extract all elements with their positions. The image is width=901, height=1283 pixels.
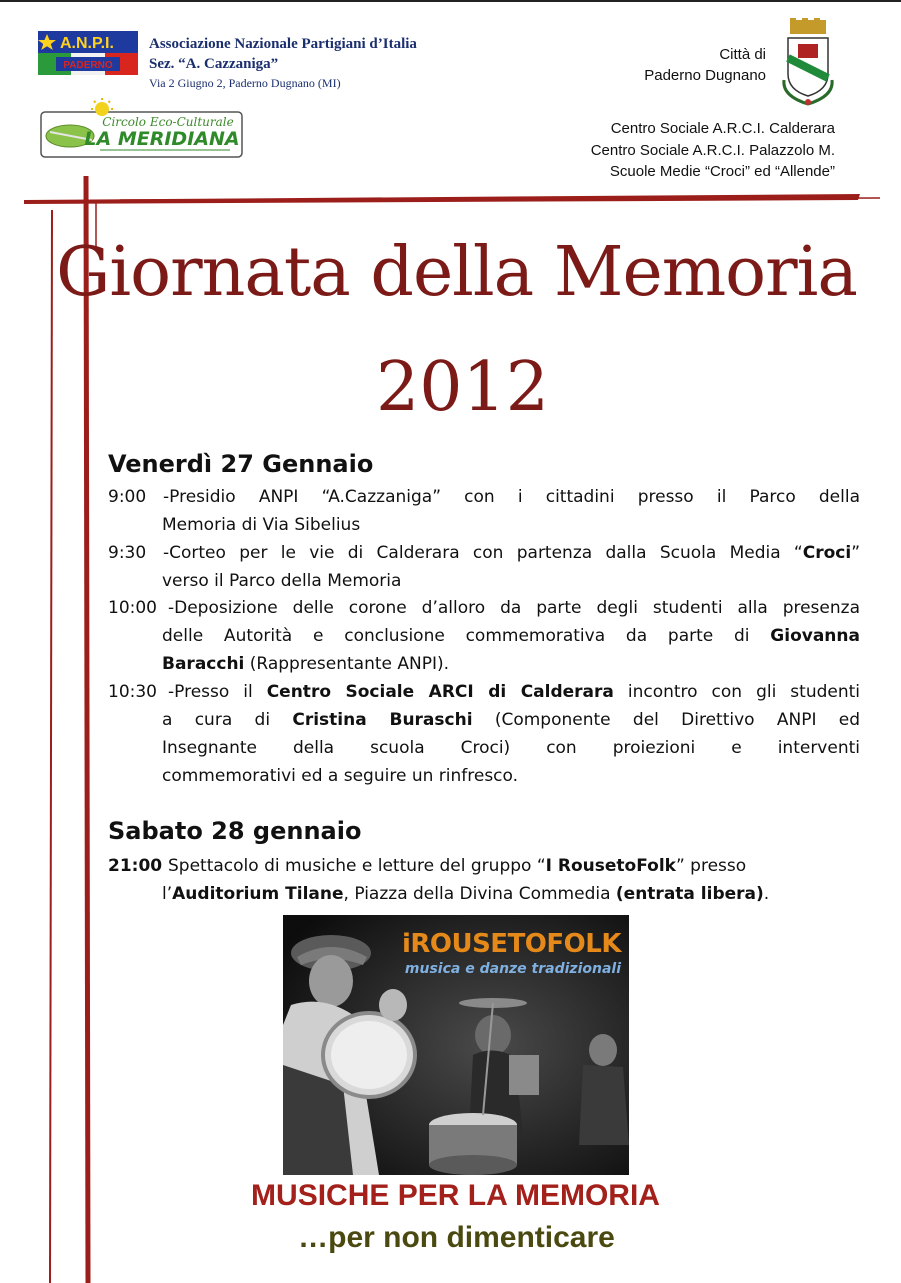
meridiana-logo bbox=[40, 98, 243, 158]
anpi-logo-text: A.N.P.I. bbox=[60, 35, 114, 52]
entry-text-cont: delle Autorità e conclusione commemorativa da parte di Giovanna bbox=[162, 626, 860, 646]
anpi-logo bbox=[38, 31, 138, 75]
entry-time: 9:00 bbox=[108, 487, 147, 507]
band-photo bbox=[283, 915, 629, 1175]
schedule-entry-0900 bbox=[108, 483, 860, 539]
organizer-3: Scuole Medie “Croci” ed “Allende” bbox=[609, 163, 835, 180]
meridiana-small: Circolo Eco-Culturale bbox=[102, 115, 234, 129]
meridiana-big: LA MERIDIANA bbox=[84, 128, 240, 150]
entry-time: 10:00 bbox=[108, 598, 157, 618]
day2-heading: Sabato 28 gennaio bbox=[108, 817, 362, 845]
entry-text-cont2: Baracchi (Rappresentante ANPI). bbox=[162, 654, 450, 674]
entry-text: -Corteo per le vie di Calderara con partenza dalla Scuola Media “Croci” bbox=[163, 543, 860, 563]
day1-heading: Venerdì 27 Gennaio bbox=[108, 450, 374, 478]
anpi-info bbox=[149, 34, 417, 92]
schedule-entry-2100 bbox=[108, 852, 860, 908]
schedule-entry-0930 bbox=[108, 539, 860, 595]
footer-headline: MUSICHE PER LA MEMORIA bbox=[251, 1179, 660, 1212]
organizer-1: Centro Sociale A.R.C.I. Calderara bbox=[610, 120, 835, 137]
entry-text: Spettacolo di musiche e letture del gruppo “I RousetoFolk” presso bbox=[168, 856, 747, 876]
page-year: 2012 bbox=[375, 348, 550, 427]
schedule-entry-1000 bbox=[108, 594, 860, 678]
entry-text: -Deposizione delle corone d’alloro da parte degli studenti alla presenza bbox=[168, 598, 860, 618]
address: Via 2 Giugno 2, Paderno Dugnano (MI) bbox=[149, 76, 341, 90]
assoc-name: Associazione Nazionale Partigiani d’Italia bbox=[149, 36, 417, 52]
entry-time: 10:30 bbox=[108, 682, 157, 702]
organizer-2: Centro Sociale A.R.C.I. Palazzolo M. bbox=[590, 141, 835, 159]
city-crest-icon bbox=[780, 18, 836, 106]
schedule-entry-1030 bbox=[108, 678, 860, 790]
entry-text-cont2: Insegnante della scuola Croci) con proiezioni e interventi bbox=[162, 738, 860, 758]
entry-text: -Presso il Centro Sociale ARCI di Calderara incontro con gli studenti bbox=[168, 682, 861, 702]
footer-tagline: …per non dimenticare bbox=[298, 1221, 615, 1254]
band-name: iROUSETOFOLK bbox=[401, 929, 621, 959]
top-border bbox=[0, 0, 901, 2]
entry-text-cont: a cura di Cristina Buraschi (Componente del Direttivo ANPI ed bbox=[162, 710, 861, 730]
city-line1: Città di bbox=[719, 46, 766, 63]
band-subtitle: musica e danze tradizionali bbox=[404, 961, 621, 977]
entry-text: -Presidio ANPI “A.Cazzaniga” con i cittadini presso il Parco della bbox=[163, 487, 860, 507]
page-title: Giornata della Memoria bbox=[56, 233, 857, 312]
city-line2: Paderno Dugnano bbox=[644, 67, 766, 84]
entry-time: 9:30 bbox=[108, 543, 147, 563]
entry-text-cont: Memoria di Via Sibelius bbox=[162, 515, 361, 535]
section-name: Sez. “A. Cazzaniga” bbox=[149, 56, 279, 72]
entry-time: 21:00 bbox=[108, 856, 163, 876]
entry-text-cont: verso il Parco della Memoria bbox=[162, 571, 402, 591]
entry-text-cont: l’Auditorium Tilane, Piazza della Divina Commedia (entrata libera). bbox=[162, 884, 770, 904]
city-name bbox=[644, 44, 766, 86]
entry-text-cont3: commemorativi ed a seguire un rinfresco. bbox=[162, 766, 519, 786]
anpi-logo-sub: PADERNO bbox=[63, 60, 113, 71]
